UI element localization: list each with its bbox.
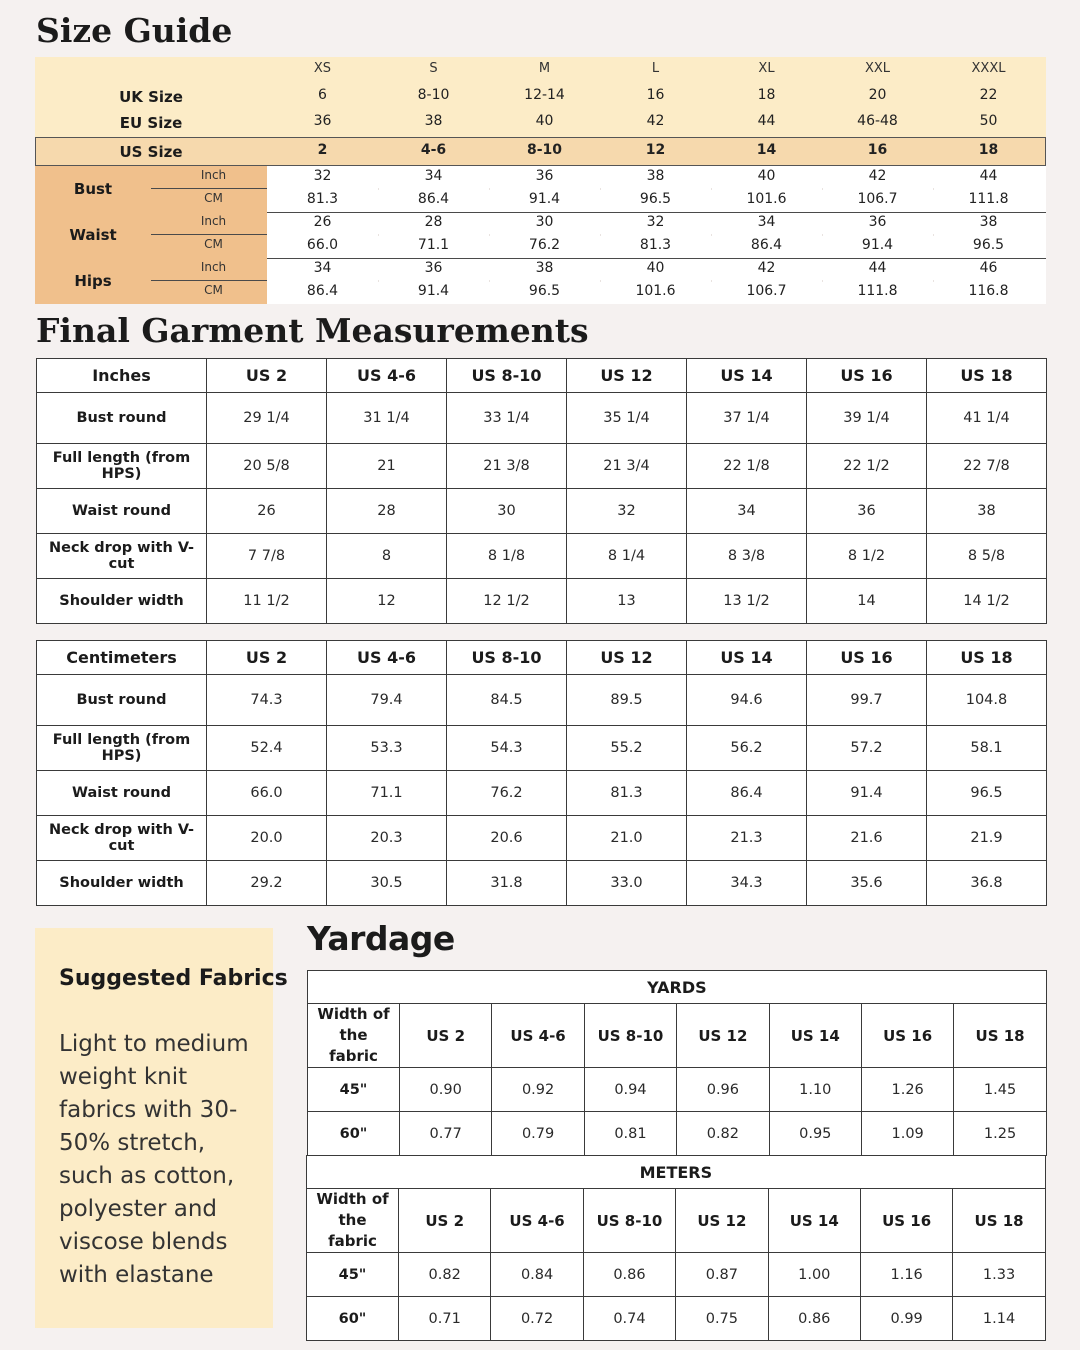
measure-label: Hips [74, 272, 112, 290]
column-gap [489, 280, 490, 282]
unit-divider [151, 234, 267, 235]
size-header: US 16 [861, 1004, 953, 1068]
cell-value: 21.3 [687, 816, 807, 861]
size-header: US 14 [687, 359, 807, 393]
column-gap [933, 280, 934, 282]
table-row [37, 393, 1047, 444]
letter_sizes-size-value: XXXL [971, 61, 1006, 76]
measure-inch-value: 34 [757, 214, 776, 230]
column-gap [822, 234, 823, 236]
row-label: Full length (from HPS) [37, 726, 207, 771]
cell-value: 22 1/2 [807, 444, 927, 489]
eu-size-label: EU Size [119, 114, 183, 132]
yardage-caption: YARDS [308, 971, 1047, 1004]
cell-value: 0.82 [677, 1112, 769, 1156]
cell-value: 20 5/8 [207, 444, 327, 489]
yardage-yards-table [307, 970, 1047, 1156]
measure-cm-value: 86.4 [306, 283, 339, 299]
uk-size-value: 18 [757, 87, 776, 103]
measure-cm-value: 76.2 [528, 237, 561, 253]
measure-inch-value: 42 [868, 168, 887, 184]
cell-value: 20.0 [207, 816, 327, 861]
eu-size-value: 44 [757, 113, 776, 129]
cell-value: 0.99 [860, 1297, 952, 1341]
cell-value: 0.86 [768, 1297, 860, 1341]
cell-value: 53.3 [327, 726, 447, 771]
unit-label-inch: Inch [200, 214, 227, 228]
measure-inch-value: 46 [979, 260, 998, 276]
cell-value: 0.75 [676, 1297, 768, 1341]
cell-value: 8 3/8 [687, 534, 807, 579]
size-header: US 12 [567, 359, 687, 393]
cell-value: 20.6 [447, 816, 567, 861]
size-header: US 2 [399, 1189, 491, 1253]
cell-value: 12 1/2 [447, 579, 567, 624]
measure-cm-value: 71.1 [417, 237, 450, 253]
cell-value: 31 1/4 [327, 393, 447, 444]
table-row [308, 1112, 1047, 1156]
column-gap [711, 188, 712, 190]
measure-cm-value: 111.8 [968, 191, 1009, 207]
letter_sizes-size-value: XXL [864, 61, 891, 76]
letter_sizes-size-value: XL [758, 61, 775, 76]
cell-value: 1.16 [860, 1253, 952, 1297]
table-row [308, 1068, 1047, 1112]
measure-inch-value: 42 [757, 260, 776, 276]
cell-value: 1.26 [861, 1068, 953, 1112]
uk-size-value: 12-14 [524, 87, 565, 103]
row-label: Neck drop with V-cut [37, 816, 207, 861]
cell-value: 0.94 [584, 1068, 676, 1112]
measure-cm-value: 96.5 [639, 191, 672, 207]
measure-inch-value: 34 [424, 168, 443, 184]
letter_sizes-size-value: L [651, 61, 660, 76]
column-gap [378, 280, 379, 282]
row-label: Shoulder width [37, 579, 207, 624]
cell-value: 0.79 [492, 1112, 584, 1156]
measure-inch-value: 38 [535, 260, 554, 276]
cell-value: 30.5 [327, 861, 447, 906]
cell-value: 74.3 [207, 675, 327, 726]
cell-value: 41 1/4 [927, 393, 1047, 444]
cell-value: 14 [807, 579, 927, 624]
us-size-value: 14 [756, 142, 777, 158]
row-label: 45" [308, 1068, 400, 1112]
cell-value: 33.0 [567, 861, 687, 906]
us-size-value: 12 [645, 142, 666, 158]
cell-value: 91.4 [807, 771, 927, 816]
yardage-title: Yardage [307, 919, 455, 958]
suggested-fabrics-text: Light to medium weight knit fabrics with 30-50% stretch, such as cotton, polyester and viscose blends with elastane [59, 1031, 249, 1288]
column-gap [711, 234, 712, 236]
cell-value: 1.09 [861, 1112, 953, 1156]
unit-divider [151, 188, 267, 189]
cell-value: 0.77 [400, 1112, 492, 1156]
cell-value: 21 3/4 [567, 444, 687, 489]
size-header: US 14 [687, 641, 807, 675]
cell-value: 0.96 [677, 1068, 769, 1112]
cell-value: 1.10 [769, 1068, 861, 1112]
measure-cm-value: 111.8 [857, 283, 898, 299]
us-size-value: 18 [978, 142, 999, 158]
suggested-fabrics-title: Suggested Fabrics [59, 966, 288, 991]
us-size-value: 16 [867, 142, 888, 158]
measure-cm-value: 91.4 [528, 191, 561, 207]
measure-inch-value: 36 [535, 168, 554, 184]
cell-value: 0.82 [399, 1253, 491, 1297]
cell-value: 14 1/2 [927, 579, 1047, 624]
cell-value: 104.8 [927, 675, 1047, 726]
garment-centimeters-table [36, 640, 1047, 906]
cell-value: 13 1/2 [687, 579, 807, 624]
table-row [37, 675, 1047, 726]
cell-value: 12 [327, 579, 447, 624]
measure-inch-value: 32 [646, 214, 665, 230]
cell-value: 21.9 [927, 816, 1047, 861]
final-garment-title: Final Garment Measurements [36, 311, 589, 350]
row-label: Shoulder width [37, 861, 207, 906]
column-gap [600, 188, 601, 190]
size-header: US 4-6 [491, 1189, 583, 1253]
unit-label-inch: Inch [200, 260, 227, 274]
cell-value: 57.2 [807, 726, 927, 771]
cell-value: 28 [327, 489, 447, 534]
cell-value: 79.4 [327, 675, 447, 726]
cell-value: 32 [567, 489, 687, 534]
cell-value: 71.1 [327, 771, 447, 816]
row-label: Neck drop with V-cut [37, 534, 207, 579]
measure-inch-value: 26 [313, 214, 332, 230]
cell-value: 26 [207, 489, 327, 534]
width-header: Width of the fabric [308, 1004, 400, 1068]
cell-value: 7 7/8 [207, 534, 327, 579]
size-header: US 12 [567, 641, 687, 675]
size-header: US 18 [927, 359, 1047, 393]
table-row [37, 816, 1047, 861]
cell-value: 94.6 [687, 675, 807, 726]
cell-value: 22 1/8 [687, 444, 807, 489]
measure-inch-value: 32 [313, 168, 332, 184]
size-header: US 2 [400, 1004, 492, 1068]
size-header: US 18 [927, 641, 1047, 675]
size-header: US 18 [953, 1189, 1045, 1253]
us-size-value: 2 [317, 142, 328, 158]
measure-inch-value: 38 [979, 214, 998, 230]
cell-value: 11 1/2 [207, 579, 327, 624]
column-gap [378, 234, 379, 236]
size-header: US 8-10 [583, 1189, 675, 1253]
row-divider [267, 212, 1046, 213]
cell-value: 13 [567, 579, 687, 624]
measure-inch-value: 38 [646, 168, 665, 184]
letter_sizes-size-value: M [538, 61, 551, 76]
column-gap [600, 280, 601, 282]
size-header: US 8-10 [447, 359, 567, 393]
measure-cm-value: 106.7 [857, 191, 898, 207]
cell-value: 55.2 [567, 726, 687, 771]
measure-cm-value: 101.6 [635, 283, 676, 299]
uk-size-value: 20 [868, 87, 887, 103]
column-gap [378, 188, 379, 190]
size-header: US 14 [768, 1189, 860, 1253]
measure-cm-value: 86.4 [750, 237, 783, 253]
size-header: US 4-6 [492, 1004, 584, 1068]
size-header: US 16 [807, 359, 927, 393]
row-label: Full length (from HPS) [37, 444, 207, 489]
unit-header: Centimeters [37, 641, 207, 675]
yardage-caption: METERS [307, 1156, 1046, 1189]
cell-value: 1.45 [954, 1068, 1046, 1112]
row-label: 45" [307, 1253, 399, 1297]
size-header: US 18 [954, 1004, 1046, 1068]
column-gap [933, 188, 934, 190]
cell-value: 0.84 [491, 1253, 583, 1297]
cell-value: 0.90 [400, 1068, 492, 1112]
measure-inch-value: 44 [868, 260, 887, 276]
table-row [307, 1297, 1046, 1341]
uk-size-value: 22 [979, 87, 998, 103]
unit-divider [151, 280, 267, 281]
measure-inch-value: 36 [868, 214, 887, 230]
cell-value: 0.86 [583, 1253, 675, 1297]
table-row [307, 1253, 1046, 1297]
eu-size-value: 40 [535, 113, 554, 129]
table-row [37, 444, 1047, 489]
measure-cm-value: 81.3 [306, 191, 339, 207]
eu-size-value: 50 [979, 113, 998, 129]
letter_sizes-size-value: S [429, 61, 438, 76]
eu-size-value: 38 [424, 113, 443, 129]
cell-value: 20.3 [327, 816, 447, 861]
cell-value: 66.0 [207, 771, 327, 816]
cell-value: 86.4 [687, 771, 807, 816]
column-gap [600, 234, 601, 236]
cell-value: 99.7 [807, 675, 927, 726]
cell-value: 8 [327, 534, 447, 579]
cell-value: 21 [327, 444, 447, 489]
cell-value: 30 [447, 489, 567, 534]
cell-value: 54.3 [447, 726, 567, 771]
cell-value: 31.8 [447, 861, 567, 906]
size-header: US 4-6 [327, 641, 447, 675]
cell-value: 29.2 [207, 861, 327, 906]
column-gap [822, 188, 823, 190]
measure-inch-value: 30 [535, 214, 554, 230]
table-row [37, 861, 1047, 906]
measure-cm-value: 96.5 [972, 237, 1005, 253]
measure-inch-value: 40 [646, 260, 665, 276]
column-gap [489, 188, 490, 190]
unit-label-cm: CM [204, 237, 223, 251]
cell-value: 36.8 [927, 861, 1047, 906]
size-header: US 12 [677, 1004, 769, 1068]
size-header: US 14 [769, 1004, 861, 1068]
cell-value: 0.81 [584, 1112, 676, 1156]
garment-inches-table [36, 358, 1047, 624]
table-row [37, 489, 1047, 534]
size-header: US 16 [860, 1189, 952, 1253]
cell-value: 56.2 [687, 726, 807, 771]
measure-cm-value: 86.4 [417, 191, 450, 207]
measure-cm-value: 96.5 [528, 283, 561, 299]
table-row [37, 726, 1047, 771]
cell-value: 52.4 [207, 726, 327, 771]
unit-label-cm: CM [204, 283, 223, 297]
unit-label-cm: CM [204, 191, 223, 205]
uk-size-value: 8-10 [417, 87, 450, 103]
measure-label: Bust [73, 180, 113, 198]
size-header: US 2 [207, 641, 327, 675]
uk-size-value: 16 [646, 87, 665, 103]
cell-value: 0.71 [399, 1297, 491, 1341]
cell-value: 8 1/8 [447, 534, 567, 579]
cell-value: 89.5 [567, 675, 687, 726]
cell-value: 21.0 [567, 816, 687, 861]
eu-size-value: 42 [646, 113, 665, 129]
row-label: Waist round [37, 489, 207, 534]
cell-value: 33 1/4 [447, 393, 567, 444]
measure-inch-value: 40 [757, 168, 776, 184]
measure-cm-value: 91.4 [861, 237, 894, 253]
measure-inch-value: 44 [979, 168, 998, 184]
cell-value: 0.92 [492, 1068, 584, 1112]
column-gap [933, 234, 934, 236]
column-gap [711, 280, 712, 282]
eu-size-value: 36 [313, 113, 332, 129]
row-label: 60" [308, 1112, 400, 1156]
measure-inch-value: 34 [313, 260, 332, 276]
size-header: US 8-10 [584, 1004, 676, 1068]
cell-value: 96.5 [927, 771, 1047, 816]
measure-label: Waist [69, 226, 117, 244]
cell-value: 81.3 [567, 771, 687, 816]
measure-inch-value: 36 [424, 260, 443, 276]
cell-value: 22 7/8 [927, 444, 1047, 489]
suggested-fabrics-panel [35, 928, 288, 1328]
uk-size-label: UK Size [119, 88, 183, 106]
cell-value: 8 5/8 [927, 534, 1047, 579]
cell-value: 21 3/8 [447, 444, 567, 489]
us-size-value: 8-10 [526, 142, 563, 158]
cell-value: 36 [807, 489, 927, 534]
cell-value: 0.74 [583, 1297, 675, 1341]
size-header: US 16 [807, 641, 927, 675]
size-header: US 2 [207, 359, 327, 393]
table-row [37, 534, 1047, 579]
size-guide-table [35, 57, 1046, 304]
table-row [37, 579, 1047, 624]
cell-value: 0.95 [769, 1112, 861, 1156]
row-label: Bust round [37, 675, 207, 726]
cell-value: 39 1/4 [807, 393, 927, 444]
size-guide-title: Size Guide [36, 11, 233, 50]
uk-size-value: 6 [318, 87, 327, 103]
measure-inch-value: 28 [424, 214, 443, 230]
cell-value: 35 1/4 [567, 393, 687, 444]
yardage-meters-table [306, 1155, 1046, 1341]
measure-cm-value: 66.0 [306, 237, 339, 253]
row-label: Waist round [37, 771, 207, 816]
cell-value: 38 [927, 489, 1047, 534]
measure-cm-value: 91.4 [417, 283, 450, 299]
cell-value: 8 1/4 [567, 534, 687, 579]
cell-value: 37 1/4 [687, 393, 807, 444]
cell-value: 76.2 [447, 771, 567, 816]
table-row [37, 771, 1047, 816]
eu-size-value: 46-48 [857, 113, 898, 129]
us-size-value: 4-6 [420, 142, 447, 158]
size-header: US 4-6 [327, 359, 447, 393]
cell-value: 34.3 [687, 861, 807, 906]
row-divider [267, 258, 1046, 259]
measure-cm-value: 106.7 [746, 283, 787, 299]
measure-cm-value: 101.6 [746, 191, 787, 207]
cell-value: 1.25 [954, 1112, 1046, 1156]
cell-value: 35.6 [807, 861, 927, 906]
cell-value: 34 [687, 489, 807, 534]
cell-value: 21.6 [807, 816, 927, 861]
cell-value: 0.72 [491, 1297, 583, 1341]
cell-value: 1.00 [768, 1253, 860, 1297]
cell-value: 8 1/2 [807, 534, 927, 579]
row-label: Bust round [37, 393, 207, 444]
cell-value: 0.87 [676, 1253, 768, 1297]
column-gap [489, 234, 490, 236]
row-label: 60" [307, 1297, 399, 1341]
us-size-label: US Size [119, 143, 183, 161]
measure-cm-value: 81.3 [639, 237, 672, 253]
size-header: US 12 [676, 1189, 768, 1253]
size-header: US 8-10 [447, 641, 567, 675]
width-header: Width of the fabric [307, 1189, 399, 1253]
unit-header: Inches [37, 359, 207, 393]
cell-value: 84.5 [447, 675, 567, 726]
letter_sizes-size-value: XS [313, 61, 332, 76]
cell-value: 29 1/4 [207, 393, 327, 444]
measure-cm-value: 116.8 [968, 283, 1009, 299]
cell-value: 58.1 [927, 726, 1047, 771]
cell-value: 1.33 [953, 1253, 1045, 1297]
unit-label-inch: Inch [200, 168, 227, 182]
cell-value: 1.14 [953, 1297, 1045, 1341]
column-gap [822, 280, 823, 282]
